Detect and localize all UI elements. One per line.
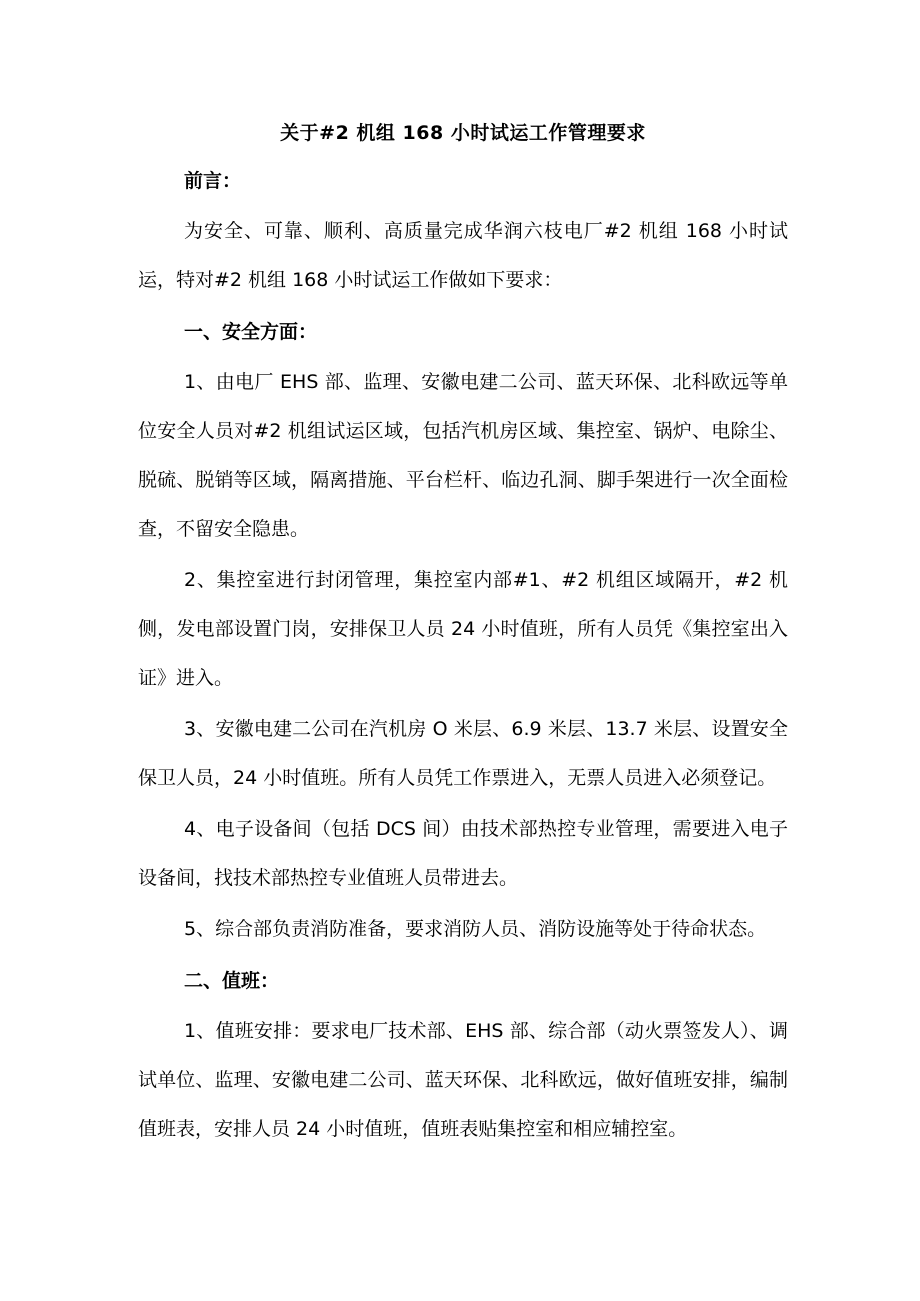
safety-item-5: 5、综合部负责消防准备，要求消防人员、消防设施等处于待命状态。 — [184, 918, 767, 940]
duty-item-1: 1、值班安排：要求电厂技术部、EHS 部、综合部（动火票签发人）、调试单位、监理、安徽电建二公司、蓝天环保、北科欧远，做好值班安排，编制值班表，安排人员 24 小时值班，值班表贴集控室和相应辅控室。 — [138, 1020, 788, 1140]
safety-item-4: 4、电子设备间（包括 DCS 间）由技术部热控专业管理，需要进入电子设备间，找技术部热控专业值班人员带进去。 — [138, 818, 788, 889]
safety-item-3: 3、安徽电建二公司在汽机房 O 米层、6.9 米层、13.7 米层、设置安全保卫人员，24 小时值班。所有人员凭工作票进入，无票人员进入必须登记。 — [138, 718, 788, 789]
preface-heading: 前言： — [184, 170, 242, 192]
preface-paragraph: 为安全、可靠、顺利、高质量完成华润六枝电厂#2 机组 168 小时试运，特对#2 机组 168 小时试运工作做如下要求： — [138, 220, 788, 291]
safety-item-2: 2、集控室进行封闭管理，集控室内部#1、#2 机组区域隔开，#2 机侧，发电部设置门岗，安排保卫人员 24 小时值班，所有人员凭《集控室出入证》进入。 — [138, 569, 788, 689]
document-title: 关于#2 机组 168 小时试运工作管理要求 — [280, 122, 646, 144]
document-body — [138, 118, 788, 1154]
section-heading-duty: 二、值班： — [184, 970, 280, 992]
section-heading-safety: 一、安全方面： — [184, 321, 318, 343]
safety-item-1: 1、由电厂 EHS 部、监理、安徽电建二公司、蓝天环保、北科欧远等单位安全人员对#2 机组试运区域，包括汽机房区域、集控室、锅炉、电除尘、脱硫、脱销等区域，隔离措施、平台栏杆、临边孔洞、脚手架进行一次全面检查，不留安全隐患。 — [138, 371, 788, 540]
